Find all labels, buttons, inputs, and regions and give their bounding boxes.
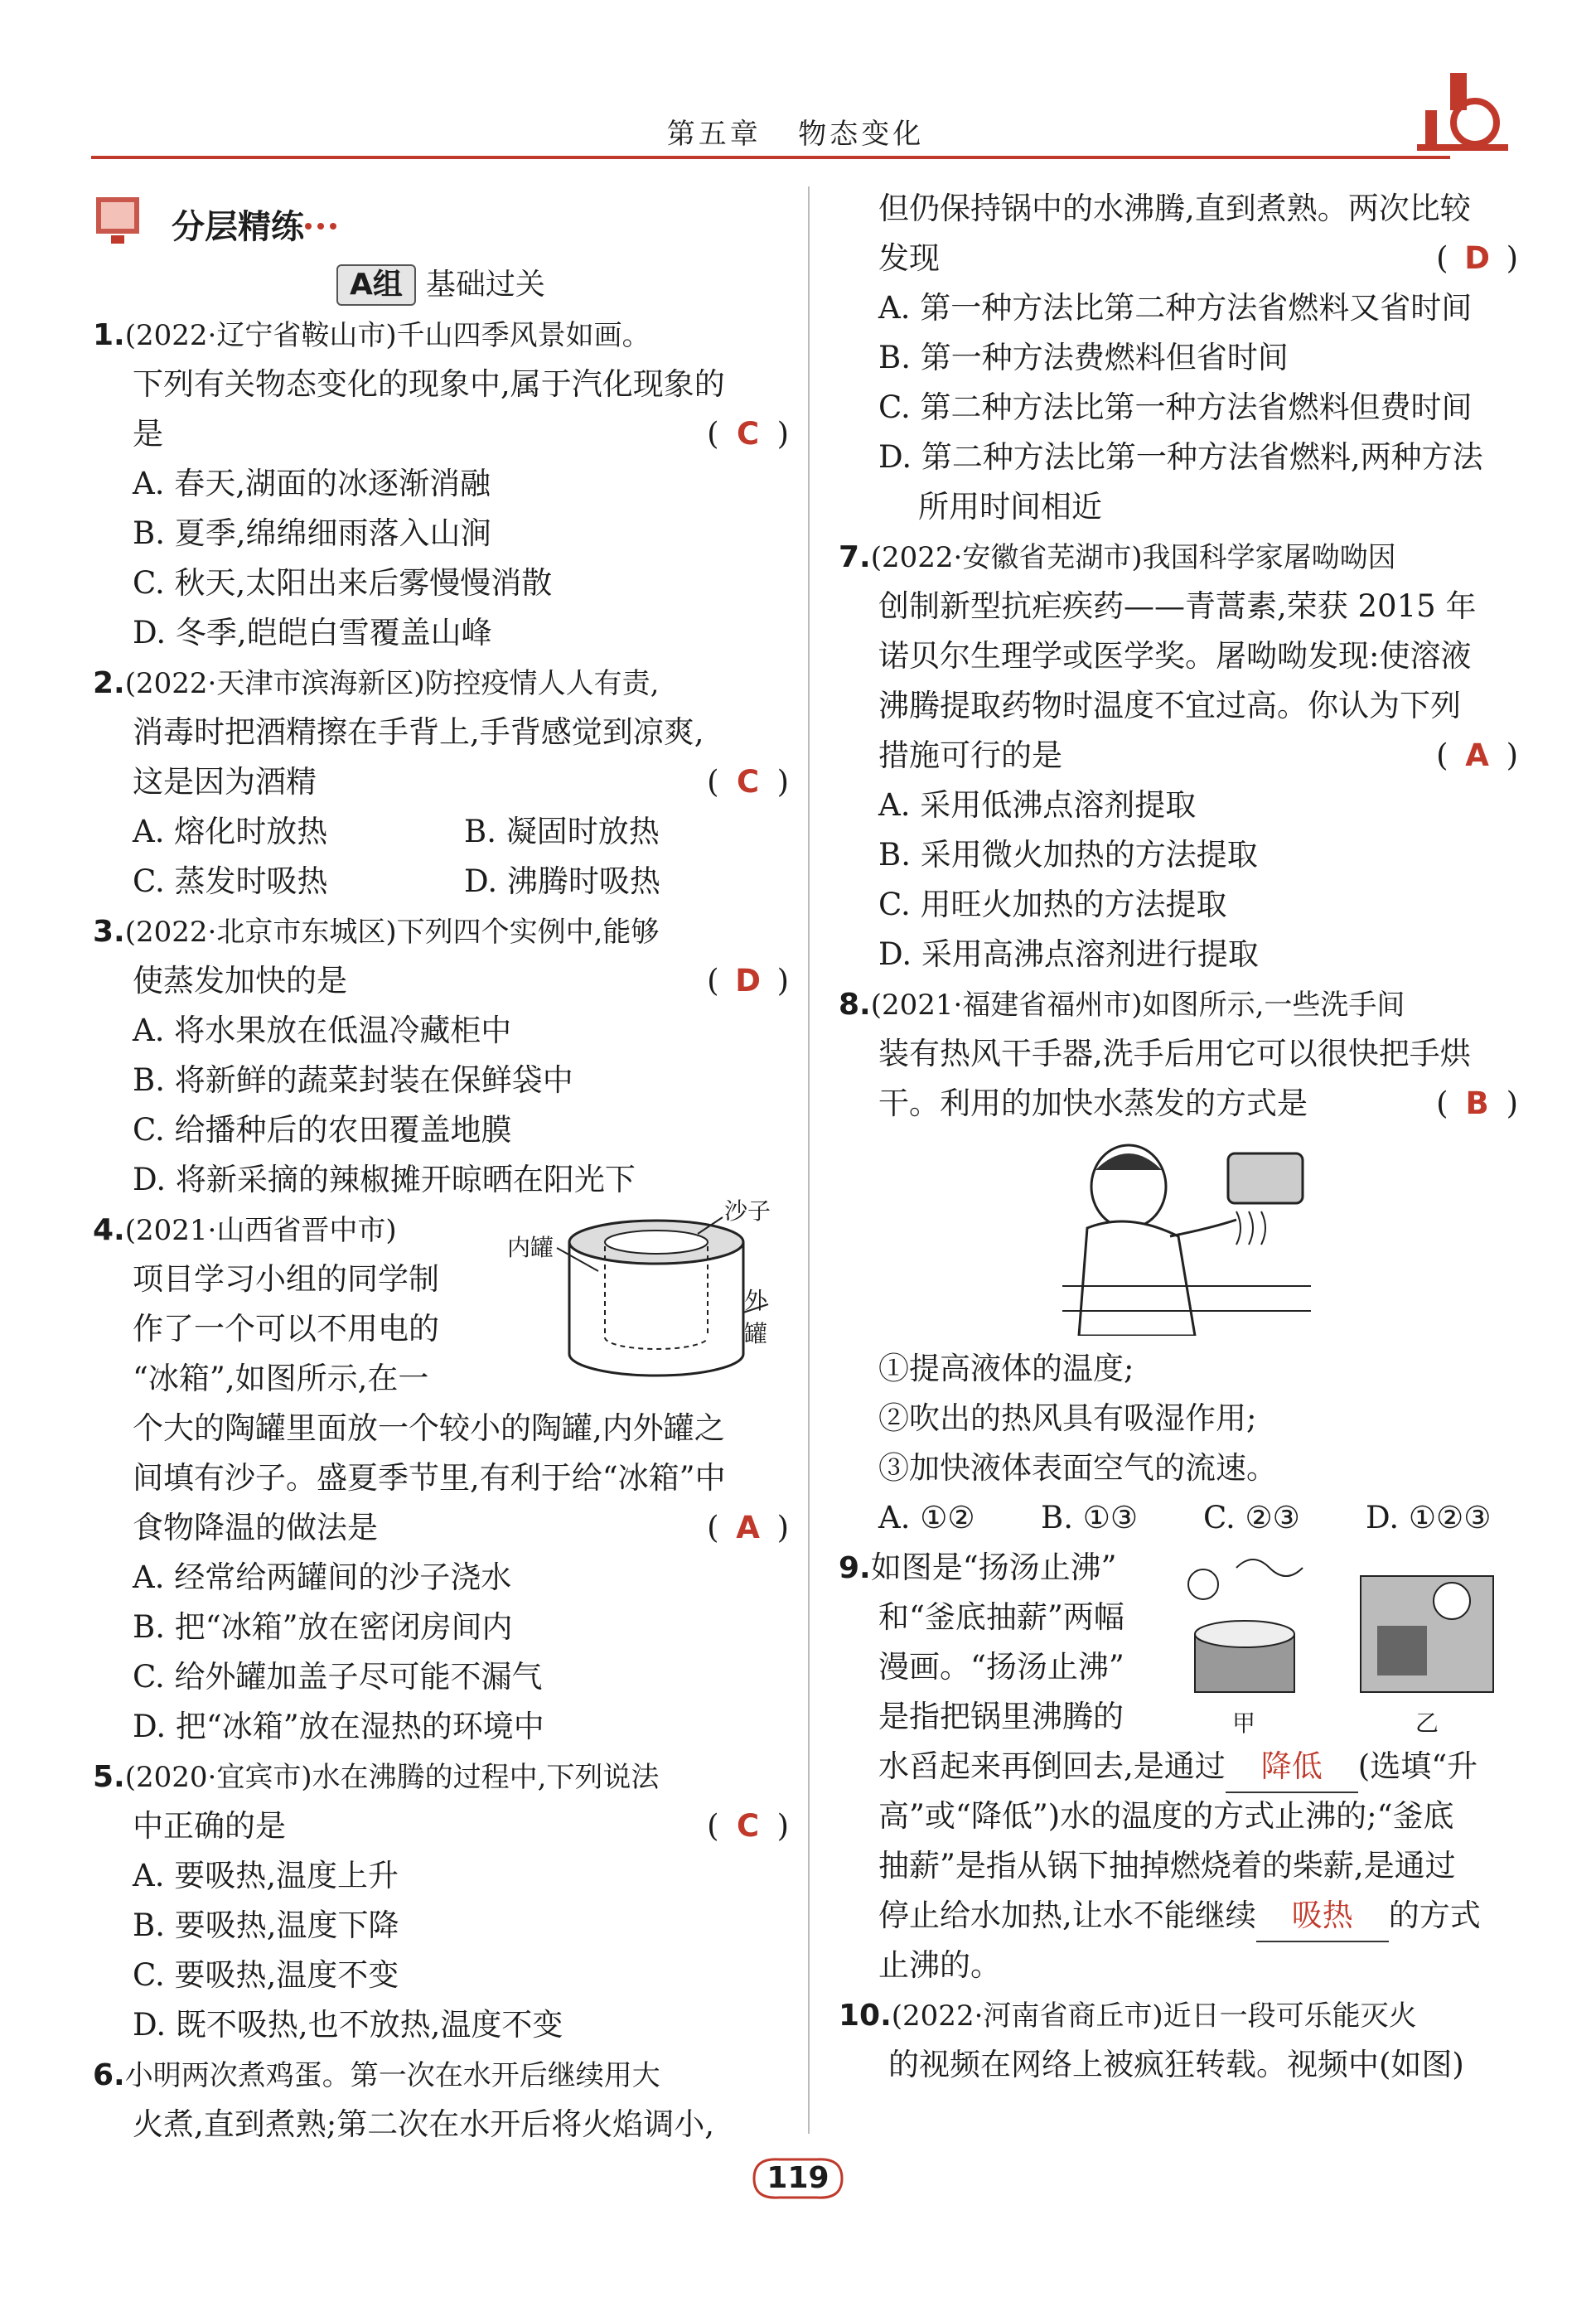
fill-blank-1: 降低: [1226, 1742, 1358, 1793]
option-a: A. 将水果放在低温冷藏柜中: [133, 1013, 512, 1048]
option-b: B. 把“冰箱”放在密闭房间内: [133, 1609, 513, 1645]
page-number-text: 119: [767, 2161, 829, 2195]
answer-value: A: [1465, 737, 1489, 773]
option-a: A. ①②: [878, 1500, 975, 1535]
question-text: 装有热风干手器,洗手后用它可以很快把手烘: [878, 1036, 1471, 1071]
question-text: 食物降温的做法是: [133, 1510, 378, 1545]
question-6-continued: [839, 184, 1518, 532]
question-text: 诺贝尔生理学或医学奖。屠呦呦发现:使溶液: [878, 638, 1472, 674]
answer-value: B: [1465, 1086, 1489, 1121]
hand-dryer-figure: [839, 1129, 1518, 1344]
answer-bracket: ( A ): [707, 1503, 789, 1553]
question-text: 使蒸发加快的是: [133, 963, 347, 999]
question-text: 和“釜底抽薪”两幅: [878, 1599, 1124, 1635]
question-text: 个大的陶罐里面放一个较小的陶罐,内外罐之: [133, 1410, 725, 1446]
answer-value: D: [735, 963, 761, 999]
question-text: 小明两次煮鸡蛋。第一次在水开后继续用大: [124, 2059, 660, 2092]
lab-flask-icon: [1417, 65, 1508, 156]
page-header: [91, 106, 1508, 162]
option-d: D. 冬季,皑皑白雪覆盖山峰: [133, 615, 492, 650]
question-text: (2020·宜宾市)水在沸腾的过程中,下列说法: [124, 1761, 660, 1794]
option-c: C. 给播种后的农田覆盖地膜: [133, 1112, 512, 1148]
question-text: 消毒时把酒精擦在手背上,手背感觉到凉爽,: [133, 714, 704, 750]
question-text: (2021·福建省福州市)如图所示,一些洗手间: [870, 989, 1405, 1022]
answer-bracket: ( A ): [1436, 731, 1518, 781]
question-number: 5.: [93, 1760, 125, 1794]
question-text: (选填“升: [1357, 1748, 1478, 1784]
question-9: [839, 1543, 1518, 1990]
option-d: D. 采用高沸点溶剂进行提取: [878, 936, 1259, 972]
question-number: 8.: [839, 988, 871, 1022]
chapter-title: 物态变化: [798, 118, 925, 151]
option-d: D. 第二种方法比第一种方法省燃料,两种方法: [878, 439, 1483, 475]
section-badge: [93, 189, 789, 260]
question-text: 这是因为酒精: [133, 764, 317, 800]
question-text: 火煮,直到煮熟;第二次在水开后将火焰调小,: [133, 2106, 714, 2142]
option-b: B. 夏季,绵绵细雨落入山涧: [133, 515, 491, 551]
option-c: C. 要吸热,温度不变: [133, 1957, 399, 1993]
header-rule: [91, 156, 1450, 159]
option-b: B. 凝固时放热: [464, 814, 660, 849]
option-c: C. 用旺火加热的方法提取: [878, 887, 1227, 922]
cartoon-jia: [1170, 1551, 1319, 1700]
question-text: 止沸的。: [878, 1947, 1001, 1983]
option-a: A. 熔化时放热: [133, 814, 328, 849]
question-text: 水舀起来再倒回去,是通过: [878, 1748, 1226, 1784]
question-4: [93, 1197, 789, 1752]
question-text: 高”或“降低”)水的温度的方式止沸的;“釜底: [878, 1798, 1454, 1834]
ice-box-figure: [507, 1197, 789, 1395]
question-text: (2022·安徽省芜湖市)我国科学家屠呦呦因: [870, 541, 1396, 574]
answer-value: C: [736, 1808, 760, 1844]
label-jia: 甲: [1232, 1709, 1256, 1737]
chapter-label: 第五章: [666, 118, 762, 151]
question-number: 4.: [93, 1213, 125, 1247]
group-tag: A组: [336, 264, 416, 306]
option-b: B. 第一种方法费燃料但省时间: [878, 340, 1289, 375]
question-text: 是指把锅里沸腾的: [878, 1699, 1124, 1734]
answer-bracket: ( C ): [707, 1801, 789, 1851]
answer-bracket: ( D ): [707, 956, 789, 1006]
question-text: 的方式: [1388, 1898, 1481, 1933]
question-number: 2.: [93, 666, 125, 700]
option-d-continued: 所用时间相近: [918, 489, 1102, 525]
option-d: D. 将新采摘的辣椒摊开晾晒在阳光下: [133, 1162, 636, 1197]
left-column: [93, 189, 789, 2149]
question-text: 作了一个可以不用电的: [133, 1311, 439, 1347]
option-a: A. 采用低沸点溶剂提取: [878, 787, 1197, 823]
cartoon-yi: [1352, 1551, 1502, 1700]
decorative-dots: [304, 222, 445, 230]
right-column: [839, 184, 1518, 2090]
option-d: D. 既不吸热,也不放热,温度不变: [133, 2007, 563, 2043]
option-a: A. 要吸热,温度上升: [133, 1858, 399, 1893]
statement-3: ③加快液体表面空气的流速。: [878, 1450, 1277, 1486]
question-text: (2022·天津市滨海新区)防控疫情人人有责,: [124, 667, 660, 700]
header-title: [91, 111, 1500, 152]
question-text: 间填有沙子。盛夏季节里,有利于给“冰箱”中: [133, 1460, 726, 1496]
question-text: 中正确的是: [133, 1808, 286, 1844]
answer-bracket: ( D ): [1436, 234, 1518, 283]
question-10: [839, 1990, 1518, 2090]
question-text: (2022·北京市东城区)下列四个实例中,能够: [124, 916, 660, 949]
option-d: D. 沸腾时吸热: [464, 863, 660, 899]
answer-bracket: ( C ): [707, 409, 789, 459]
question-text: 的视频在网络上被疯狂转载。视频中(如图): [888, 2047, 1464, 2082]
question-number: 10.: [839, 1999, 892, 2033]
monitor-icon: [93, 192, 151, 250]
option-b: B. ①③: [1041, 1500, 1139, 1535]
question-6: [93, 2050, 789, 2149]
page-number: [746, 2153, 850, 2204]
question-number: 1.: [93, 318, 125, 352]
question-5: [93, 1752, 789, 2050]
question-text: 停止给水加热,让水不能继续: [878, 1898, 1256, 1933]
question-number: 7.: [839, 540, 871, 574]
question-text: 抽薪”是指从锅下抽掉燃烧着的柴薪,是通过: [878, 1848, 1456, 1883]
label-outer-pot: 外罐: [744, 1287, 768, 1347]
answer-value: A: [736, 1510, 760, 1545]
label-inner-pot: 内罐: [507, 1234, 554, 1261]
group-heading: [93, 260, 789, 310]
question-number: 6.: [93, 2058, 125, 2092]
option-b: B. 要吸热,温度下降: [133, 1908, 399, 1943]
option-a: A. 第一种方法比第二种方法省燃料又省时间: [878, 290, 1473, 326]
question-text: 发现: [878, 240, 940, 276]
answer-value: C: [736, 764, 760, 800]
question-text: 如图是“扬汤止沸”: [870, 1550, 1117, 1585]
option-a: A. 春天,湖面的冰逐渐消融: [133, 466, 491, 501]
option-a: A. 经常给两罐间的沙子浇水: [133, 1559, 512, 1595]
option-d: D. ①②③: [1366, 1500, 1492, 1535]
fill-blank-2: 吸热: [1256, 1891, 1389, 1942]
question-text: (2021·山西省晋中市): [124, 1214, 397, 1247]
question-text: 下列有关物态变化的现象中,属于汽化现象的: [133, 366, 725, 402]
question-2: [93, 658, 789, 907]
question-text: 创制新型抗疟疾药——青蒿素,荣获 2015 年: [878, 588, 1477, 624]
question-text: 措施可行的是: [878, 737, 1062, 773]
answer-value: C: [736, 416, 760, 452]
label-yi: 乙: [1415, 1709, 1439, 1737]
question-7: [839, 532, 1518, 979]
cartoon-figure: [1170, 1551, 1518, 1742]
option-c: C. 给外罐加盖子尽可能不漏气: [133, 1659, 543, 1695]
question-number: 3.: [93, 915, 125, 949]
option-b: B. 将新鲜的蔬菜封装在保鲜袋中: [133, 1062, 573, 1098]
hand-dryer-illustration: [1062, 1137, 1311, 1336]
question-text: 项目学习小组的同学制: [133, 1261, 439, 1297]
answer-value: D: [1464, 240, 1490, 276]
answer-bracket: ( C ): [707, 757, 789, 807]
question-1: [93, 310, 789, 658]
group-name: 基础过关: [425, 268, 545, 302]
question-8: [839, 979, 1518, 1543]
section-title: 分层精练: [172, 208, 304, 246]
question-text: 漫画。“扬汤止沸”: [878, 1649, 1124, 1685]
question-text: 干。利用的加快水蒸发的方式是: [878, 1086, 1308, 1121]
question-text: 沸腾提取药物时温度不宜过高。你认为下列: [878, 688, 1461, 723]
option-c: C. 第二种方法比第一种方法省燃料但费时间: [878, 389, 1473, 425]
statement-1: ①提高液体的温度;: [878, 1351, 1134, 1386]
question-number: 9.: [839, 1551, 871, 1585]
question-text: “冰箱”,如图所示,在一: [133, 1361, 429, 1396]
question-3: [93, 907, 789, 1205]
answer-bracket: ( B ): [1436, 1079, 1518, 1129]
statement-2: ②吹出的热风具有吸湿作用;: [878, 1400, 1257, 1436]
option-c: C. ②③: [1203, 1500, 1300, 1535]
option-d: D. 把“冰箱”放在湿热的环境中: [133, 1709, 544, 1744]
label-sand: 沙子: [724, 1197, 771, 1225]
question-text: (2022·辽宁省鞍山市)千山四季风景如画。: [124, 319, 650, 352]
column-divider: [808, 186, 810, 2134]
option-c: C. 秋天,太阳出来后雾慢慢消散: [133, 565, 553, 601]
option-c: C. 蒸发时吸热: [133, 863, 328, 899]
question-text: (2022·河南省商丘市)近日一段可乐能灭火: [891, 1999, 1417, 2033]
question-text: 但仍保持锅中的水沸腾,直到煮熟。两次比较: [878, 191, 1471, 226]
option-b: B. 采用微火加热的方法提取: [878, 837, 1258, 873]
question-text: 是: [133, 416, 163, 452]
